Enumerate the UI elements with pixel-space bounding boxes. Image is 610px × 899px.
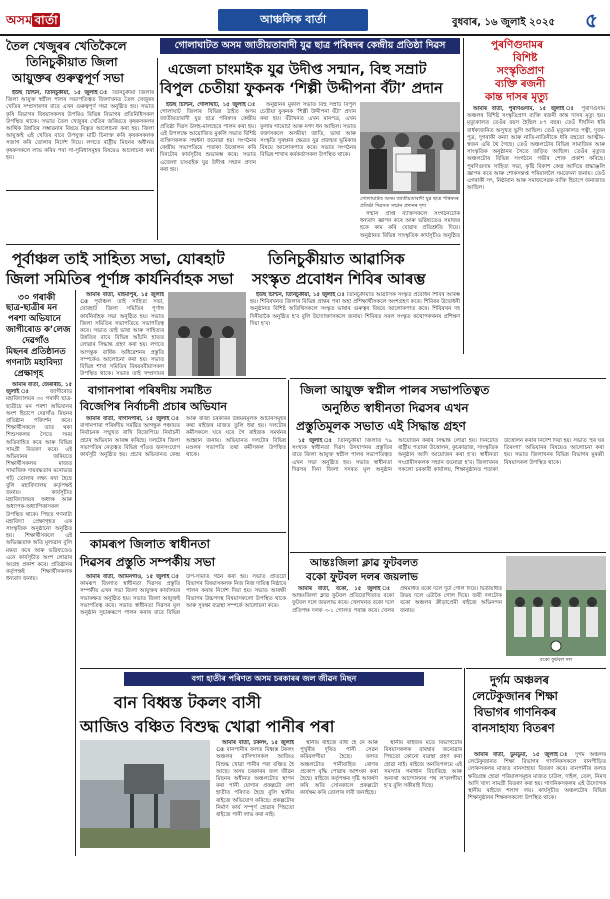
headline-line: ছাত্ৰ-ছাত্ৰীৰ মন [6, 303, 58, 313]
article-text: তিনিচুকীয়াত আৱাসিক সংস্কৃত প্ৰবোধন শিবিৰ আৰম্ভ হয়। শিবিৰখনত জিলাৰ বিভিন্ন প্ৰান্তৰ পৰা অহা প্ৰশিক্ষাৰ্থীসকলে অংশগ্ৰহণ কৰে। শিবিৰৰ উদ্বোধনী অনুষ্ঠানত বিশিষ্ট অতিথিসকলে সংস্কৃত ভাষাৰ গুৰুত্বৰ বিষয়ে আলোকপাত কৰে। শিবিৰখন দহ দিনীয়াকৈ অনুষ্ঠিত হ’ব বুলি উদ্যোক্তাসকলে জনায়। শিবিৰত সৰল সংস্কৃত কথোপকথনৰ প্ৰশিক্ষণ দিয়া হ’ব। [250, 292, 460, 327]
article-text: সন্মান প্ৰাপ্ত ব্যক্তিসকলে সংগঠনটোক ধন্যবাদ জ্ঞাপন কৰে আৰু ভৱিষ্যতেও সমাজৰ হকে কাম কৰি যোৱাৰ প্ৰতিশ্ৰুতি দিয়ে। অনুষ্ঠানত বিভিন্ন সাংস্কৃতিক কাৰ্যসূচীও অনুষ্ঠিত [360, 211, 460, 239]
headline-line: পুৰণিগুদামৰ [491, 39, 544, 51]
article-durgam-relief [466, 670, 606, 750]
headline-line: তিনিচুকীয়াত আৱাসিক [268, 250, 405, 268]
article-kicker: বগা হাতীৰ পৰিণত অসম চৰকাৰৰ জল জীৱন মিছন [191, 674, 357, 683]
section-rule [80, 668, 462, 669]
section-title: আঞ্চলিক বাৰ্তা [218, 9, 368, 31]
article-dateline: আমাৰ বাৰ্তা, জেৰাৰীচ, ১৫ জুলাই ঃ [6, 382, 72, 396]
article-dateline: আমাৰ বাৰ্তা, বাগানপাৰা, ১৫ জুলাই ঃ [86, 416, 180, 422]
article-body [360, 211, 460, 239]
headline-line: দেৱগাঁও [22, 336, 50, 346]
column-rule [463, 38, 464, 354]
headline-line: দিৱসৰ প্ৰস্তুতি সম্পৰ্কীয় সভা [80, 555, 216, 569]
column-rule [75, 290, 76, 856]
column-rule [288, 380, 289, 580]
football-team-photo [506, 556, 606, 656]
headline-line: ব্যক্তি ৰজনী [495, 78, 546, 90]
section-rule [466, 668, 606, 669]
headline-line: বকো ফুটবল দলৰ জয়লাভ [306, 571, 419, 583]
article-text: বানপানীৰ ফলত বিধ্বস্ত টকলং অঞ্চলৰ বাসিন্দাসকল আজিও বিশুদ্ধ খোৱা পানীৰ পৰা বঞ্চিত হৈ আছে। অসম চৰকাৰৰ জল জীৱন মিছনৰ অধীনত অঞ্চলটোত স্থাপন কৰা পানী যোগান প্ৰকল্পটো বগা হাতীত পৰিণত হৈছে বুলি স্থানীয় ৰাইজে অভিযোগ কৰিছে। প্ৰকল্পটোৰ নিৰ্মাণ কাৰ্য সম্পূৰ্ণ হোৱাৰ পিছতো ৰাইজে পানী লাভ কৰা নাই। [216, 747, 294, 819]
masthead [0, 0, 610, 36]
headline-line: বান বিধ্বস্ত টকলং বাসী [114, 693, 261, 712]
headline-line: বিপুল চেতীয়া ফুকনক ‘শিল্পী উদ্দীপনা বঁটা’ প্ৰদান [160, 81, 443, 97]
headline-line: জিলা সমিতিৰ পূৰ্ণাঙ্গ কাৰ্যনিৰ্বাহক সভা [6, 270, 234, 288]
photo-caption: বকো ফুটবল দল [539, 657, 573, 663]
headline-line: লেটেকুজানৰ শিক্ষা [472, 689, 558, 703]
headline-line: তৈল খেজুৰৰ খেতিকৈলে [6, 39, 127, 53]
article-body [467, 106, 605, 352]
article-dateline: আমাৰ বাৰ্তা, পুৰণিগুদাম, ১৫ জুলাই ঃ [473, 106, 577, 112]
meeting-photo [168, 292, 246, 376]
headline-line: পূৰ্বাঞ্চল তাই সাহিত্য সভা, যোৰহাট [12, 250, 225, 268]
headline-line: বিশিষ্ট [513, 52, 538, 64]
article-body [160, 102, 256, 238]
headline-line: পৰশা অভিযানে [8, 314, 61, 324]
article-body [292, 586, 502, 662]
headline-line: ৩০ গৰাকী [18, 293, 56, 303]
headline-line: জিলা আয়ুক্ত স্বপ্নীল পালৰ সভাপতিত্বত [300, 383, 490, 397]
headline-line: বিজেপিৰ নিৰ্বাচনী প্ৰচাৰ অভিযান [80, 400, 227, 413]
headline-line: গণনাট্য মহাবিদ্যা [6, 358, 63, 368]
article-golaghat-award [160, 58, 460, 240]
section-rule [290, 378, 606, 379]
article-dateline: আমাৰ বাৰ্তা, মহিমাপুৰ, ১৫ জুলাই ঃ [80, 292, 164, 306]
article-dateline: ইউছ চিন্টিন, তিনিচুকীয়া, ১৫ জুলাই ঃ [256, 292, 345, 298]
article-text: তিনিচুকীয়া জিলাৰ জিলা আয়ুক্ত স্বপ্নীল পালৰ সভাপতিত্বত জিলাখনত তৈল খেজুৰৰ খেতিৰ সম্প্ৰসাৰণৰ বাবে এখন গুৰুত্বপূৰ্ণ সভা অনুষ্ঠিত হয়। সভাত কৃষি বিভাগৰ বিষয়াসকলৰ উপৰিও বিভিন্ন বিভাগৰ প্ৰতিনিধিসকল উপস্থিত থাকে। সভাত তৈল খেজুৰৰ খেতিৰ জৰিয়তে কৃষকসকলৰ আৰ্থিক উন্নতিৰ সম্ভাৱনাৰ বিষয়ে বিস্তৃত আলোচনা কৰা হয়। জিলা আয়ুক্তই এই খেতিৰ বাবে উপযুক্ত মাটি চিনাক্ত কৰি কৃষকসকলক সজাগ কৰি তোলাৰ নিৰ্দেশ দিয়ে। লগতে ৰাষ্ট্ৰীয় মিছনৰ অধীনত কৃষকসকলে লাভ কৰিব পৰা সা-সুবিধাসমূহৰ বিষয়েও আলোচনা কৰা হয়। [6, 90, 154, 161]
headline-line: কান্ত দাসৰ মৃত্যু [485, 91, 549, 103]
headline-line: বিভাগৰ গাণনিকৰ [474, 705, 557, 719]
article-flood-water [80, 670, 462, 850]
logo-right-text: বাৰ্তা [34, 13, 59, 27]
headline-line: আয়ুক্তৰ গুৰুত্বপূৰ্ণ সভা [12, 71, 124, 85]
logo-left-text: অসম [6, 13, 33, 27]
headline-line: প্ৰস্তুতিমূলক সভাত এই সিদ্ধান্ত গ্ৰহণ [296, 419, 466, 433]
article-text: স্থানীয় ৰাইজে বাধ্য হৈ নৈ আৰু পুখুৰীৰ দূষিত পানী সেৱন কৰিবলগীয়া হৈছে। ফলত অঞ্চলটোত পানীবাহিত ৰোগৰ প্ৰকোপ বৃদ্ধি পোৱাৰ আশংকা কৰা হৈছে। ৰাইজে কৰ্তৃপক্ষৰ দৃষ্টি আকৰ্ষণ কৰি অতি সোনকালে প্ৰকল্পটো কাৰ্যক্ষম কৰি তোলাৰ দাবী জনাইছে। [300, 740, 378, 797]
headline-line: আন্তঃজিলা ক্লাৱ ফুটবলত [310, 557, 419, 569]
article-text: তিনিচুকীয়া জিলাত ৭৯ সংখ্যক স্বাধীনতা দিৱস উদযাপনৰ প্ৰস্তুতিৰ বাবে জিলা আয়ুক্ত স্বপ্নীল পালৰ সভাপতিত্বত এখন সভা অনুষ্ঠিত হয়। সভাত স্বাধীনতা দিৱসৰ দিনা জিলা সদৰত মূল অনুষ্ঠান আয়োজন কৰাৰ সিদ্ধান্ত লোৱা হয়। দিনটোত ৰাষ্ট্ৰীয় পতাকা উত্তোলন, কুচকাৱাজ, সাংস্কৃতিক অনুষ্ঠান আদি আয়োজন কৰা হ’ব। স্বাধীনতা সংগ্ৰামীসকলক সন্মান জনোৱা হ’ব। জিলাখনৰ সকলো চৰকাৰী কাৰ্যালয়, শিক্ষানুষ্ঠানত পতাকা উত্তোলন কৰাৰ নিৰ্দেশ দিয়া হয়। সভাত ‘হৰ ঘৰ তিৰংগা’ অভিযানৰ বিষয়েও আলোচনা কৰা হয়। সভাত জিলাখনৰ বিভিন্ন বিভাগৰ মুৰব্বী বিষয়াসকল উপস্থিত থাকে। [292, 438, 604, 473]
page-number: ৫ [585, 8, 598, 32]
article-body [80, 574, 286, 662]
headline-line: মিছনৰ প্ৰতিষ্ঠানত [6, 347, 66, 357]
article-bagan-bjp [80, 380, 286, 530]
article-text: গোলাঘাট জিলাৰ বিভিন্ন ঠাইত অসম জাতীয়তাবাদী যুৱ ছাত্ৰ পৰিষদৰ কেন্দ্ৰীয় প্ৰতিষ্ঠা দিৱস উলহ-মালহেৰে পালন কৰা হয়। এই উপলক্ষে আয়োজিত মুকলি সভাত বিশিষ্ট ব্যক্তিসকলক সম্বৰ্ধনা জনোৱা হয়। সংগঠনৰ কেন্দ্ৰীয় সভাপতিয়ে পতাকা উত্তোলন কৰি দিনটোৰ কাৰ্যসূচীৰ শুভাৰম্ভ কৰে। সভাত এজেলা চাংমাইক যুৱ উদীপ্ত সন্মান প্ৰদান কৰা হয়। [160, 109, 256, 173]
column-rule [464, 668, 465, 852]
article-text: কামৰূপ জিলাত স্বাধীনতা দিৱসৰ প্ৰস্তুতি সম্পৰ্কীয় এখন সভা জিলা আয়ুক্তৰ কাৰ্যালয়ৰ সভাকক্ষত অনুষ্ঠিত হয়। সভাত জিলা আয়ুক্তই সভাপতিত্ব কৰে। সভাত স্বাধীনতা দিৱসৰ মূল অনুষ্ঠান সুচাৰুৰূপে পালন কৰাৰ বাবে বিভিন্ন উপ-সমিতি গঠন কৰা হয়। সভাত প্ৰতিটো বিভাগৰ বিষয়াসকলক নিজ নিজ দায়িত্ব নিষ্ঠাৰে পালন কৰাৰ নিৰ্দেশ দিয়া হয়। সভাত আৰক্ষী বিভাগৰ উচ্চপদস্থ বিষয়াসকলো উপস্থিত থাকে আৰু সুৰক্ষা ব্যৱস্থা সম্পৰ্কে আলোচনা কৰে। [80, 574, 286, 617]
article-body [468, 752, 606, 850]
article-text: স্থানীয় ৰাইজৰ মতে বিভাগটোৰ বিষয়াসকলক বাৰম্বাৰ জনোৱাৰ পিছতো কোনো ব্যৱস্থা গ্ৰহণ কৰা হোৱা নাই। ৰাইজে অনতিপলমে এই সমস্যাৰ সমাধান বিচাৰিছে আৰু অন্যথা আন্দোলনৰ পথ ল’বলগীয়া হ’ব বুলি সকীয়াই দিছে। [384, 740, 462, 790]
article-text: জাগীৰোড মহাবিদ্যালয়ৰ ৩০ গৰাকী ছাত্ৰ-ছাত্ৰীয়ে মন পৰশা অভিযানৰ অংশ হিচাপে দেৱগাঁও মিছনৰ প্ৰতিষ্ঠান পৰিদৰ্শন কৰে। শিক্ষাৰ্থীসকলে তাত থকা শিশুসকলৰ সৈতে সময় অতিবাহিত কৰে আৰু বিভিন্ন সামগ্ৰী বিতৰণ কৰে। এই অভিযানৰ জৰিয়তে শিক্ষাৰ্থীসকলৰ মাজত সামাজিক দায়বদ্ধতাৰ মনোভাৱ গঢ়ি তোলাৰ লক্ষ্য ৰখা হৈছে বুলি মহাবিদ্যালয় কৰ্তৃপক্ষই জনায়। কাৰ্যসূচীত মহাবিদ্যালয়ৰ অধ্যক্ষ আৰু অধ্যাপক-অধ্যাপিকাসকল উপস্থিত থাকে। পিছত গণনাট্য মহাবিদ্যা প্ৰেক্ষাগৃহত এক সাংস্কৃতিক অনুষ্ঠানো অনুষ্ঠিত হয়। শিক্ষাৰ্থীসকলে এই অভিজ্ঞতাক অতি মূল্যৱান বুলি মন্তব্য কৰে আৰু ভৱিষ্যতেও এনে কাৰ্যসূচীত অংশ লোৱাৰ আগ্ৰহ প্ৰকাশ কৰে। প্ৰতিষ্ঠানৰ কৰ্তৃপক্ষই শিক্ষাৰ্থীসকলক ধন্যবাদ জনায়। [6, 389, 72, 583]
article-text: দুৰ্গম অঞ্চলৰ লেটেকুজানত শিক্ষা বিভাগৰ গাণনিকসকলে বানপীড়িত লোকসকলৰ মাজত বানসাহায্য বিতৰণ কৰে। বানপানীৰ ফলত ক্ষতিগ্ৰস্ত হোৱা পৰিয়ালসমূহৰ মাজত চাউল, দাইল, তেল, নিমখ আদি খাদ্য সামগ্ৰী বিতৰণ কৰা হয়। গাণনিকসকলৰ এই উদ্যোগক স্থানীয় ৰাইজে শলাগ লয়। কাৰ্যসূচীত অঞ্চলটোৰ বিভিন্ন শিক্ষানুষ্ঠানৰ শিক্ষকসকলো উপস্থিত থাকে। [468, 752, 606, 802]
article-body [384, 740, 462, 848]
article-text: আন্তঃজিলা ক্লাৱ ফুটবল প্ৰতিযোগিতাত বকো ফুটবল দলে জয়লাভ কৰে। খেলখনত বকো দলে প্ৰতিপক্ষ দলক ৩-১ গোলত পৰাস্ত কৰে। খেলৰ প্ৰথমাৰ্ধত বকো দলে দুটা গোল দিয়ে। দ্বিতীয়াৰ্ধত উভয় দলে এটাকৈ গোল দিয়ে। জয়ী দলটোক বকো অঞ্চলৰ ক্ৰীড়াপ্ৰেমী ৰাইজে অভিনন্দন জনায়। [292, 586, 502, 614]
article-dateline: ইউছ চিন্টিন, তিনিচুকীয়া, ১৫ জুলাই ঃ [12, 90, 109, 96]
news-photo [506, 556, 606, 656]
article-jagiroad-students [6, 290, 72, 850]
article-football [292, 554, 502, 664]
section-rule [290, 552, 606, 553]
article-kicker-band [124, 672, 424, 686]
article-dateline: আমাৰ বাৰ্তা, আমিনগাঁও, ১৫ জুলাই ঃ [86, 574, 180, 580]
article-text: বাগানপাৰা পৰিষদীয় সমষ্টিত আগন্তুক পঞ্চায়ত নিৰ্বাচনক সন্মুখত ৰাখি বিজেপিয়ে নিৰ্বাচনী প্ৰচাৰ অভিযান আৰম্ভ কৰিছে। দলটোৰ জিলা সভাপতিৰ নেতৃত্বত বিভিন্ন গাঁওত জনসংযোগ কাৰ্যসূচী অনুষ্ঠিত হয়। প্ৰচাৰ অভিযানত কেন্দ্ৰ আৰু ৰাজ্য চৰকাৰৰ উন্নয়নমূলক আঁচনিসমূহৰ কথা ৰাইজৰ মাজত তুলি ধৰা হয়। দলটোৰ কৰ্মীসকলে ঘৰে ঘৰে গৈ ৰাইজক সমৰ্থনৰ আহ্বান জনায়। অভিযানত দলটোৰ বিভিন্ন মণ্ডলৰ সভাপতি তথা কৰ্মীসকল উপস্থিত থাকে। [80, 416, 286, 459]
newspaper-logo [6, 12, 60, 32]
article-body [6, 382, 72, 848]
article-body [292, 438, 604, 548]
headline-line: সংস্কৃত প্ৰবোধন শিবিৰ আৰম্ভ [252, 270, 426, 288]
headline-line: আজিও বঞ্চিত বিশুদ্ধ খোৱা পানীৰ পৰা [80, 717, 335, 736]
headline-line: কামৰূপ জিলাত স্বাধীনতা [90, 537, 211, 551]
news-photo [80, 740, 210, 848]
article-body [250, 292, 460, 376]
article-kamrup-independence [80, 534, 286, 664]
photo-caption: গোলাঘাটত অসম জাতীয়তাবাদী যুৱ ছাত্ৰ পৰিষদৰ প্ৰতিষ্ঠা দিৱসত সন্মান প্ৰদানৰ দৃশ্য [360, 196, 459, 209]
article-obituary [467, 38, 605, 354]
article-dateline: ১৫ জুলাই ঃ [298, 438, 334, 444]
headline-line: এজেলা চাংমাইক যুৱ উদীপ্ত সন্মান, বিহু সম্ৰাট [168, 62, 427, 78]
section-rule [80, 378, 286, 379]
article-body [216, 740, 294, 848]
headline-line: সংস্কৃতিপ্ৰাণ [497, 65, 545, 77]
article-dateline: আমাৰ বাৰ্তা, ডুমডুমা, ১৫ জুলাই ঃ [474, 752, 571, 758]
article-independence-meeting [292, 380, 606, 550]
article-dateline: ইউছ চিন্টিন, গোলাঘাট, ১৫ জুলাই ঃ [166, 102, 256, 108]
article-body [80, 292, 164, 376]
article-body [6, 90, 154, 186]
column-rule [157, 58, 158, 240]
headline-line: জাগীৰোড ক’লেজ [6, 325, 71, 335]
section-rule [6, 190, 154, 191]
issue-date: বুধবাৰ, ১৬ জুলাই ২০২৫ [452, 17, 555, 28]
article-body [80, 416, 286, 528]
news-photo [168, 292, 246, 376]
top-banner: গোলাঘাটত অসম জাতীয়তাবাদী যুৱ ছাত্ৰ পৰিষদৰ কেন্দ্ৰীয় প্ৰতিষ্ঠা দিৱস [160, 38, 460, 54]
headline-line: তিনিচুকীয়াত জিলা [26, 55, 118, 69]
article-tinsukia-oilpalm [6, 38, 154, 188]
headline-line: অনুষ্ঠিত স্বাধীনতা দিৱসৰ এখন [322, 401, 469, 415]
article-dateline: আমাৰ বাৰ্তা, টকলং, ১৫ জুলাই ঃ [216, 740, 294, 754]
headline-line: প্ৰেক্ষাগৃহ [14, 369, 44, 379]
article-body [300, 740, 378, 848]
headline-line: বাগানপাৰা পৰিষদীয় সমষ্টিত [88, 384, 212, 397]
article-body [260, 102, 356, 238]
headline-line: বানসাহায্য বিতৰণ [472, 721, 555, 735]
article-text: অনুষ্ঠানৰ মুকলি সভাত বিহু সম্ৰাট বিপুল চেতীয়া ফুকনক ‘শিল্পী উদ্দীপনা বঁটা’ প্ৰদান কৰা হয়। বঁটাখনত এখন মানপত্ৰ, এখন ফুলাম গামোচা আৰু নগদ ধন আছিল। সভাত বক্তাসকলে অসমীয়া জাতি, ভাষা আৰু সংস্কৃতি সুৰক্ষাৰ ক্ষেত্ৰত যুৱ প্ৰজন্মৰ ভূমিকাৰ বিষয়ে আলোকপাত কৰে। সভাত সংগঠনৰ বিভিন্ন শাখাৰ কৰ্মকৰ্তাসকল উপস্থিত থাকে। [260, 102, 356, 159]
news-photo [360, 102, 460, 194]
section-rule [80, 532, 286, 533]
article-dateline: আমাৰ বাৰ্তা, বকো, ১৫ জুলাই ঃ [298, 586, 394, 592]
section-rule [6, 244, 460, 245]
water-tank-photo [80, 740, 210, 848]
headline-line: দুৰ্গম অঞ্চলৰ [490, 673, 550, 687]
article-text: পূৰ্বাঞ্চল তাই সাহিত্য সভা, যোৰহাট জিলা সমিতিৰ পূৰ্ণাঙ্গ কাৰ্যনিৰ্বাহক সভা অনুষ্ঠিত হয়। সভাত জিলা সমিতিৰ সভাপতিয়ে সভাপতিত্ব কৰে। সভাত তাই ভাষা আৰু সাহিত্যৰ উন্নতিৰ বাবে বিভিন্ন আঁচনি হাতত লোৱাৰ সিদ্ধান্ত গ্ৰহণ কৰা হয়। লগতে আগন্তুক বাৰ্ষিক অধিৱেশনৰ প্ৰস্তুতি সম্পৰ্কেও আলোচনা কৰা হয়। সভাত বিভিন্ন শাখা সমিতিৰ বিষয়ববীয়াসকল উপস্থিত থাকে। সভাত তাই সম্প্ৰদায়ৰ [80, 299, 164, 376]
article-text: পুৰণিগুদাম অঞ্চলৰ বিশিষ্ট সংস্কৃতিপ্ৰাণ ব্যক্তি ৰজনী কান্ত দাসৰ মৃত্যু হয়। মৃত্যুকালত তেওঁৰ বয়স হৈছিল ৮৭ বছৰ। তেওঁ দীৰ্ঘদিন ধৰি বাৰ্ধক্যজনিত অসুখত ভুগি আছিল। তেওঁ মৃত্যুকালত পত্নী, দুজন পুত্ৰ, দুগৰাকী কন্যা আৰু নাতি-নাতিনীকে ধৰি বহুতো আত্মীয়-স্বজন এৰি থৈ গৈছে। তেওঁ অঞ্চলটোৰ বিভিন্ন সামাজিক আৰু সাংস্কৃতিক অনুষ্ঠানৰ সৈতে জড়িত আছিল। তেওঁৰ মৃত্যুত অঞ্চলটোৰ বিভিন্ন সংগঠনে গভীৰ শোক প্ৰকাশ কৰিছে। পুৰণিগুদাম সাহিত্য সভা, কৃষ্টি বিকাশ কেন্দ্ৰ আদিয়ে শ্ৰদ্ধাঞ্জলি জ্ঞাপন কৰে আৰু শোকসন্তপ্ত পৰিয়াললৈ সমবেদনা জনায়। তেওঁ এগৰাকী সৎ, নিষ্ঠাবান আৰু সমাজসেৱক ব্যক্তি হিচাপে জনাজাত আছিল। [467, 106, 605, 192]
award-ceremony-photo [360, 102, 460, 194]
